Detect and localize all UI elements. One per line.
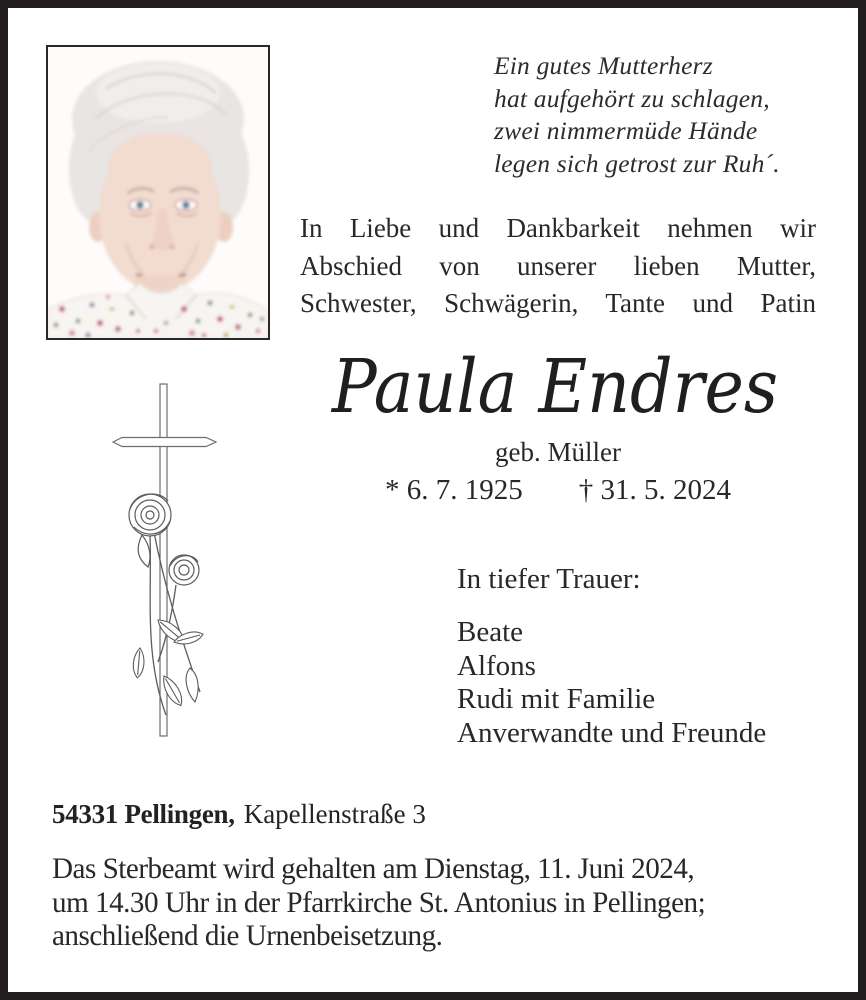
address-line	[52, 799, 426, 830]
intro-line: Abschied von unserer lieben Mutter,	[300, 250, 816, 281]
address-city: 54331 Pellingen,	[52, 799, 235, 829]
mourner-item: Anverwandte und Freunde	[457, 716, 767, 749]
cross-with-roses-icon	[106, 380, 224, 745]
mourner-item: Rudi mit Familie	[457, 683, 656, 715]
portrait-photo	[46, 45, 270, 340]
mourning-label: In tiefer Trauer:	[457, 563, 641, 595]
maiden-name: geb. Müller	[495, 437, 621, 467]
service-line: anschließend die Urnenbeisetzung.	[52, 919, 443, 952]
cross-with-roses-illustration	[106, 380, 224, 745]
mourner-item: Beate	[457, 616, 524, 648]
memorial-verse	[494, 50, 780, 180]
verse-line: legen sich getrost zur Ruh´.	[494, 148, 780, 178]
verse-line: zwei nimmermüde Hände	[494, 116, 758, 145]
verse-line: hat aufgehört zu schlagen,	[494, 83, 770, 113]
portrait-photo-image	[48, 47, 268, 338]
mourners-list	[457, 616, 766, 750]
service-line: Das Sterbeamt wird gehalten am Dienstag, 11. Juni 2024,	[52, 852, 695, 885]
verse-line: Ein gutes Mutterherz	[494, 51, 713, 80]
birth-date: * 6. 7. 1925	[385, 474, 523, 506]
intro-line: Schwester, Schwägerin, Tante und Patin	[300, 288, 816, 318]
mourner-item: Alfons	[457, 649, 536, 682]
service-info	[52, 852, 828, 953]
service-line: um 14.30 Uhr in der Pfarrkirche St. Antonius in Pellingen;	[52, 885, 706, 919]
life-dates	[300, 474, 816, 507]
intro-line: In Liebe und Dankbarkeit nehmen wir	[300, 213, 816, 243]
deceased-name: Paula Endres	[331, 344, 779, 430]
death-date: † 31. 5. 2024	[578, 474, 731, 506]
address-street: Kapellenstraße 3	[243, 799, 426, 829]
intro-paragraph	[300, 210, 816, 323]
